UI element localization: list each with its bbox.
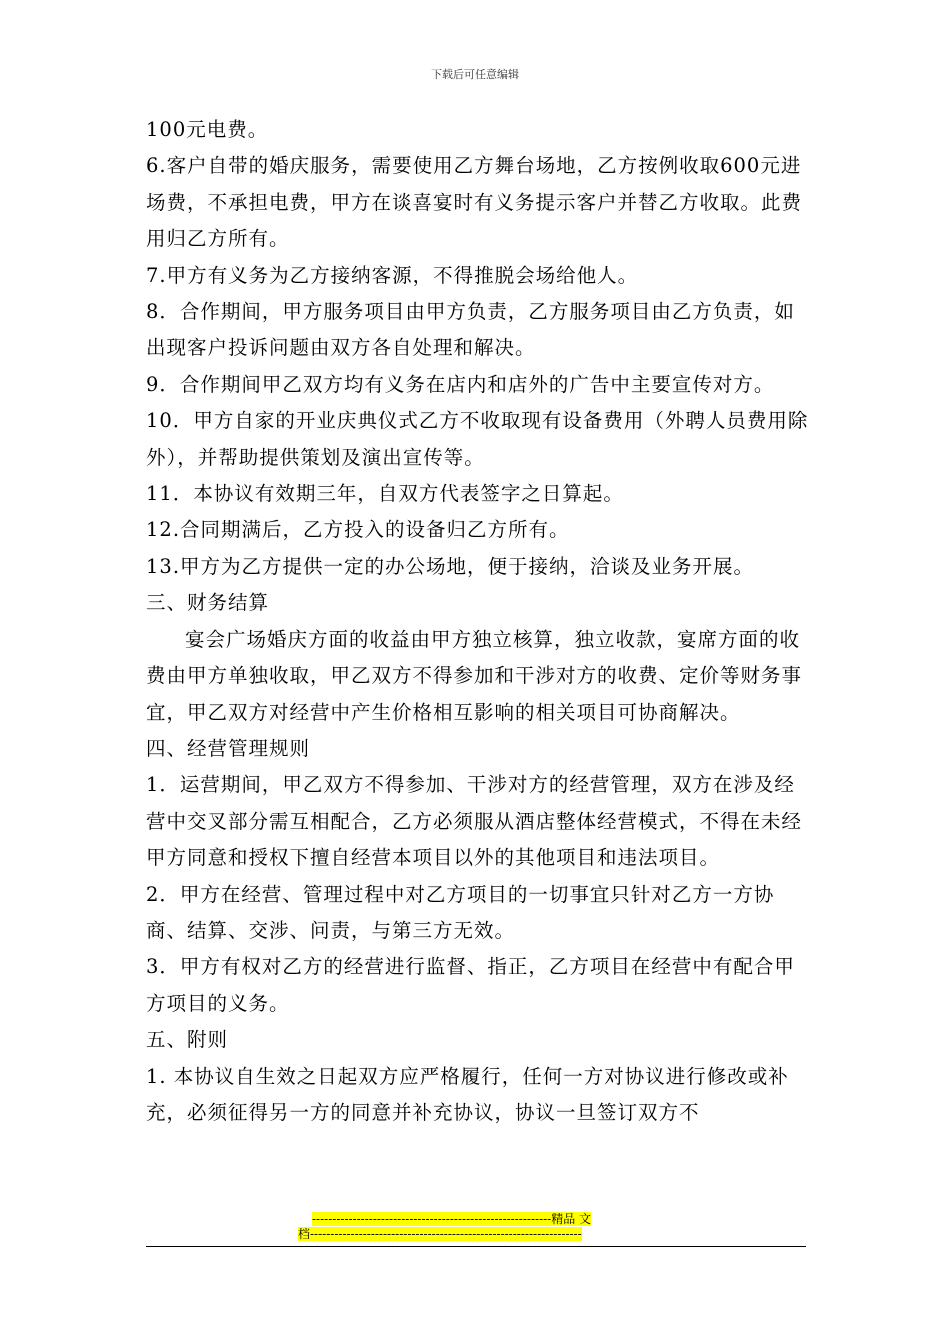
- section-heading-management: 四、经营管理规则: [146, 736, 311, 760]
- clause-9: 9．合作期间甲乙双方均有义务在店内和店外的广告中主要宣传对方。: [146, 372, 775, 396]
- footer-watermark-line-1: -----------------------------------------------------------精品 文: [312, 1212, 592, 1226]
- management-rule-1: 1．运营期间，甲乙双方不得参加、干涉对方的经营管理，双方在涉及经营中交叉部分需互相配合，乙方必须服从酒店整体经营模式，不得在未经甲方同意和授权下擅自经营本项目以外的其他项目和违法项目。: [146, 773, 803, 870]
- section-heading-supplementary: 五、附则: [146, 1028, 229, 1052]
- management-rule-2: 2．甲方在经营、管理过程中对乙方项目的一切事宜只针对乙方一方协商、结算、交涉、问责，与第三方无效。: [146, 882, 775, 942]
- clause-7: 7.甲方有义务为乙方接纳客源，不得推脱会场给他人。: [146, 263, 639, 287]
- page-header-note: 下载后可任意编辑: [431, 68, 519, 81]
- clause-13: 13.甲方为乙方提供一定的办公场地，便于接纳，洽谈及业务开展。: [146, 554, 755, 578]
- clause-6: 6.客户自带的婚庆服务，需要使用乙方舞台场地，乙方按例收取600元进场费，不承担电费，甲方在谈喜宴时有义务提示客户并替乙方收取。此费用归乙方所有。: [146, 154, 803, 251]
- supplementary-rule-1: 1. 本协议自生效之日起双方应严格履行，任何一方对协议进行修改或补充，必须征得另一方的同意并补充协议，协议一旦签订双方不: [146, 1064, 789, 1124]
- management-rule-3: 3．甲方有权对乙方的经营进行监督、指正，乙方项目在经营中有配合甲方项目的义务。: [146, 955, 795, 1015]
- paragraph-electricity-fee: 100元电费。: [146, 118, 269, 141]
- clause-12: 12.合同期满后，乙方投入的设备归乙方所有。: [146, 518, 570, 542]
- footer-watermark-line-2: 档-------------------------------------------------------------------: [298, 1227, 582, 1241]
- section-heading-finance: 三、财务结算: [146, 591, 270, 615]
- footer-divider: [146, 1246, 806, 1247]
- clause-11: 11．本协议有效期三年，自双方代表签字之日算起。: [146, 482, 624, 506]
- clause-10: 10．甲方自家的开业庆典仪式乙方不收取现有设备费用（外聘人员费用除外），并帮助提供策划及演出宣传等。: [146, 409, 809, 469]
- finance-paragraph: 宴会广场婚庆方面的收益由甲方独立核算，独立收款，宴席方面的收费由甲方单独收取，甲乙双方不得参加和干涉对方的收费、定价等财务事宜，甲乙双方对经营中产生价格相互影响的相关项目可协商解决。: [146, 627, 803, 724]
- clause-8: 8．合作期间，甲方服务项目由甲方负责，乙方服务项目由乙方负责，如出现客户投诉问题由双方各自处理和解决。: [146, 300, 795, 360]
- document-body: [146, 112, 810, 1131]
- footer-watermark: [298, 1212, 650, 1242]
